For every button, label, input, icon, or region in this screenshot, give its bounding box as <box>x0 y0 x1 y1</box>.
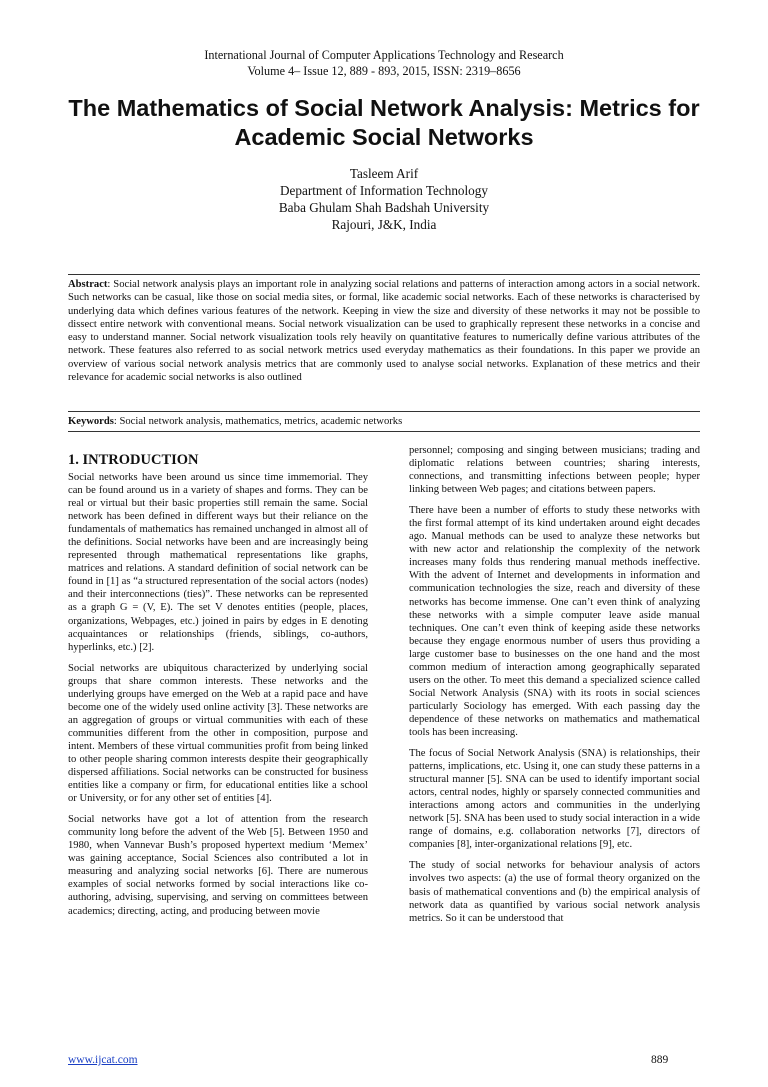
author-name: Tasleem Arif <box>349 166 419 181</box>
body-paragraph: Social networks are ubiquitous characterized by underlying social groups that share common interests. These networks and the underlying groups have emerged on the Web at a rapid pace and have become one of the widely used online activity [3]. These networks are an aggregation of groups or virtual communities with each of these communities different from the other in composition, purpose and intent. Members of these virtual communities profit from being linked to other people sharing common interests despite their geographically dispersed affiliations. Social networks can be constructed for business entities like a company or firm, for educational entities like a school or University, or for any other set of entities [4]. <box>68 662 368 805</box>
journal-volume: Volume 4– Issue 12, 889 - 893, 2015, ISSN: 2319–8656 <box>247 64 521 78</box>
body-paragraph: personnel; composing and singing between musicians; trading and diplomatic relations between countries; sharing interests, connections, and transmitting infections between people; hyper linking between Web pages; and citations between papers. <box>409 445 700 496</box>
body-paragraph: The focus of Social Network Analysis (SNA) is relationships, their patterns, implications, etc. Using it, one can study these patterns in a structural manner [5]. SNA can be used to identify important social actors, central nodes, highly or sparsely connected communities and interactions among actors and communities in the underlying network [5]. SNA has been used to study social interaction in a wide range of domains, e.g. collaboration networks [7], directors of companies [8], inter-organizational relations [9], etc. <box>409 748 700 851</box>
keywords-top-rule <box>68 411 700 412</box>
keywords-bottom-rule <box>68 431 700 432</box>
body-paragraph: There have been a number of efforts to study these networks with the first formal attempt of its kind undertaken around eight decades ago. Manual methods can be used to analyze these networks but with new actor and relationship the complexity of the network increases many folds thus rendering manual methods ineffective. With the advent of Internet and developments in information and communication technologies the size, reach and diversity of these networks has become immense. One can’t even think of analyzing these networks with a simple computer leave aside manual techniques. One can’t even think of keeping aside these networks because they engage enormous number of users thus providing a large customer base to businesses on the one hand and the most common medium of interaction among geographically separated users on the other. To meet this demand a specialized science called Social Network Analysis (SNA) with its roots in social sciences particularly Sociology has emerged. With each passing day the dependence of these networks on mathematics and mathematical tools has been increasing. <box>409 505 700 738</box>
keywords-label: Keywords <box>68 416 114 427</box>
keywords <box>68 415 700 428</box>
body-paragraph: Social networks have been around us since time immemorial. They can be found around us in a variety of shapes and forms. They can be real or virtual but their basic properties still remain the same. Social network has been defined in different ways but their reliance on the fundamentals of mathematics has remained unchanged in almost all of the definitions. Social networks have been and are increasingly being represented through mathematical representations like graphs, matrices and relations. A standard definition of social network can be found in [1] as “a structured representation of the social actors (nodes) and their interconnections (ties)”. These networks can be represented as a graph G = (V, E). The set V denotes entities (people, places, organizations, Webpages, etc.) joined in pairs by edges in E denoting acquaintances or relationships (friends, siblings, co-authors, hyperlinks, etc.) [2]. <box>68 472 368 653</box>
abstract <box>68 278 700 384</box>
body-paragraph: Social networks have got a lot of attention from the research community long before the advent of the Web [5]. Between 1950 and 1980, when Vannevar Bush’s proposed hypertext medium ‘Memex’ was gaining acceptance, Social Sciences also contributed a lot in measuring and analyzing social networks [6]. There are numerous examples of social networks formed by social interactions like co-authoring, advising, supervising, and serving on committees between academics; directing, acting, and producing between movie <box>68 814 368 917</box>
footer-page-number: 889 <box>651 1054 669 1066</box>
abstract-text: : Social network analysis plays an important role in analyzing social relations and patterns of interaction among actors in a social network. Such networks can be casual, like those on social media sites, or formal, like academic social networks. Each of these networks is characterised by underlying data which defines various features of the network. Keeping in view the size and diversity of these networks it may not be possible to dissect entire network with conventional means. Social network visualization can be used to graphically represent these networks in a concise and easy to understand manner. Social network visualization tools rely heavily on quantitative features to numerically define various attributes of the network. These features also referred to as social network metrics used everyday mathematics as their foundations. In this paper we provide an overview of various social network analysis metrics that are commonly used to analyse social networks. Explanation of these metrics and their relevance for academic social networks is also outlined <box>68 279 700 384</box>
footer-website-link[interactable]: www.ijcat.com <box>68 1054 138 1066</box>
section-heading-introduction: 1. INTRODUCTION <box>68 452 199 468</box>
right-column <box>409 444 700 933</box>
paper-title: The Mathematics of Social Network Analysis: Metrics for Academic Social Networks <box>68 95 700 150</box>
abstract-top-rule <box>68 274 700 275</box>
author-department: Department of Information Technology <box>280 183 488 198</box>
journal-name: International Journal of Computer Applications Technology and Research <box>204 48 564 62</box>
body-paragraph: The study of social networks for behaviour analysis of actors involves two aspects: (a) the use of formal theory organized on the basis of mathematical conventions and (b) the empirical analysis of network data as quantified by various social network analysis metrics. So it can be understood that <box>409 860 700 924</box>
author-university: Baba Ghulam Shah Badshah University <box>278 200 490 215</box>
author-location: Rajouri, J&K, India <box>331 217 437 232</box>
left-column <box>68 444 368 926</box>
keywords-text: : Social network analysis, mathematics, metrics, academic networks <box>113 416 403 427</box>
abstract-label: Abstract <box>68 279 108 290</box>
